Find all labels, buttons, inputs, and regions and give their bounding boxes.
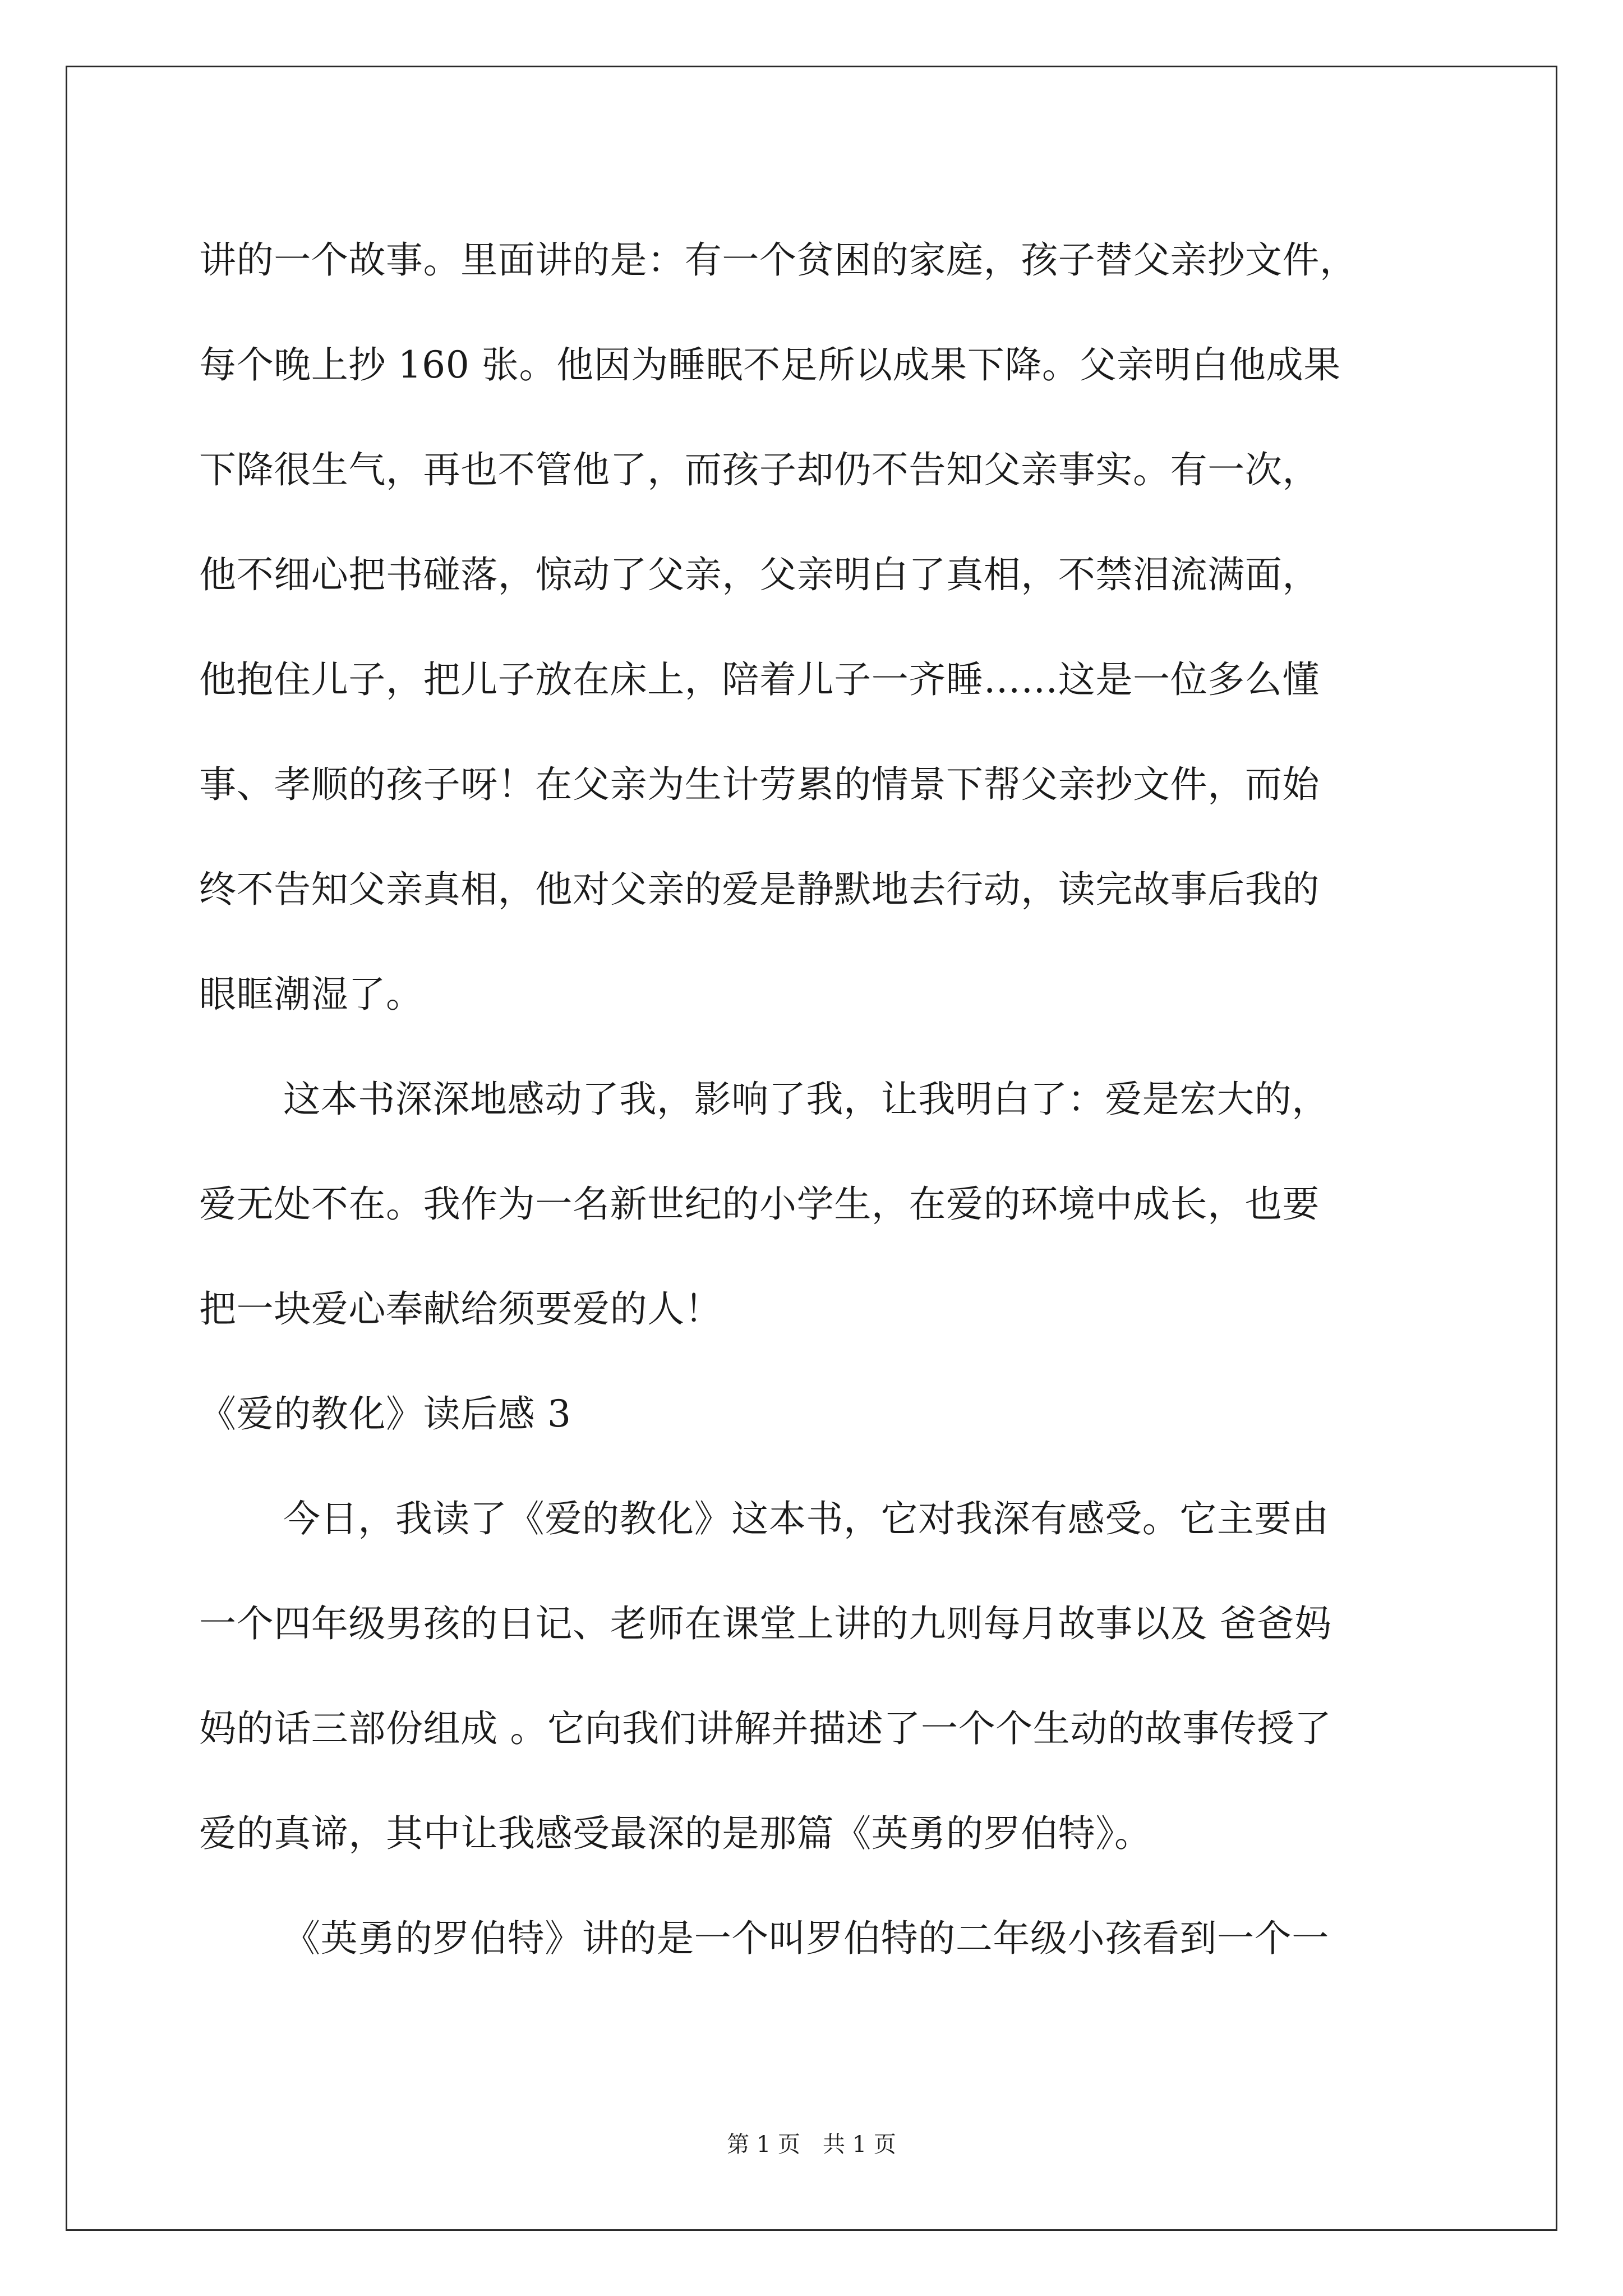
text-line-8: 眼眶潮湿了。 (199, 973, 423, 1016)
text-line-5: 他抱住儿子，把儿子放在床上，陪着儿子一齐睡……这是一位多么懂 (199, 658, 1320, 701)
text-line-10: 爱无处不在。我作为一名新世纪的小学生，在爱的环境中成长，也要 (199, 1182, 1320, 1226)
text-line-7: 终不告知父亲真相，他对父亲的爱是静默地去行动，读完故事后我的 (199, 868, 1320, 911)
text-line-17: 《英勇的罗伯特》讲的是一个叫罗伯特的二年级小孩看到一个一 (283, 1917, 1329, 1960)
text-line-3: 下降很生气，再也不管他了，而孩子却仍不告知父亲事实。有一次， (199, 448, 1320, 491)
section-heading: 《爱的教化》读后感 3 (199, 1392, 571, 1435)
text-line-16: 爱的真谛，其中让我感受最深的是那篇《英勇的罗伯特》。 (199, 1812, 1152, 1855)
text-line-1: 讲的一个故事。里面讲的是：有一个贫困的家庭，孩子替父亲抄文件， (199, 238, 1357, 282)
page-footer: 第 1 页 共 1 页 (727, 2132, 896, 2157)
text-line-6: 事、孝顺的孩子呀！在父亲为生计劳累的情景下帮父亲抄文件，而始 (199, 763, 1320, 806)
text-line-14: 一个四年级男孩的日记、老师在课堂上讲的九则每月故事以及 爸爸妈 (199, 1602, 1332, 1645)
text-line-13: 今日，我读了《爱的教化》这本书，它对我深有感受。它主要由 (283, 1497, 1329, 1540)
text-line-9: 这本书深深地感动了我，影响了我，让我明白了：爱是宏大的， (283, 1078, 1329, 1121)
text-line-4: 他不细心把书碰落，惊动了父亲，父亲明白了真相，不禁泪流满面， (199, 553, 1320, 596)
document-body (199, 208, 1433, 1991)
text-line-2: 每个晚上抄 160 张。他因为睡眠不足所以成果下降。父亲明白他成果 (199, 343, 1341, 386)
text-line-15: 妈的话三部份组成 。它向我们讲解并描述了一个个生动的故事传授了 (199, 1707, 1332, 1750)
text-line-11: 把一块爱心奉献给须要爱的人！ (199, 1287, 722, 1331)
